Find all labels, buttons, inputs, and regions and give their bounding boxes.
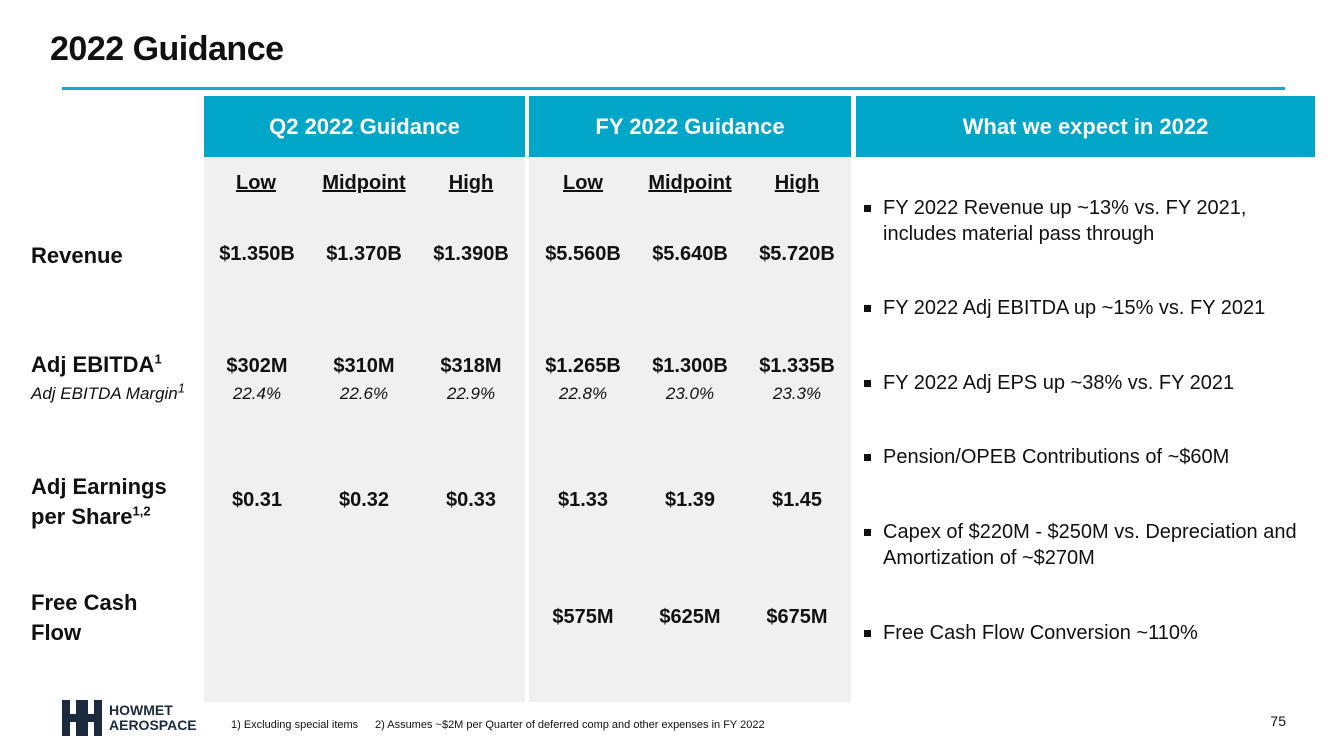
logo-wordmark: HOWMET AEROSPACE <box>109 702 197 733</box>
q2-eps-low: $0.31 <box>231 489 283 511</box>
fy-revenue-low: $5.560B <box>545 243 621 265</box>
fy-revenue-high: $5.720B <box>759 243 835 265</box>
page-number: 75 <box>1270 713 1286 729</box>
fy-fcf-mid: $625M <box>659 606 721 628</box>
bullet-icon <box>864 205 871 212</box>
q2-ebitda-mid: $310M <box>333 355 395 377</box>
q2-eps-mid: $0.32 <box>338 489 390 511</box>
q2-revenue-high: $1.390B <box>433 243 509 265</box>
howmet-logo-icon <box>62 700 102 736</box>
page-title: 2022 Guidance <box>50 30 284 68</box>
adj-ebitda-margin-label: Adj EBITDA Margin$^1$ <box>31 380 185 403</box>
expectation-item: FY 2022 Adj EPS up ~38% vs. FY 2021 <box>864 370 1304 396</box>
expectation-item: FY 2022 Revenue up ~13% vs. FY 2021, includes material pass through <box>864 195 1304 247</box>
q2-revenue-low: $1.350B <box>219 243 295 265</box>
q2-low-header: Low <box>236 172 276 194</box>
fy-high-header: High <box>774 172 820 194</box>
expectation-item: Free Cash Flow Conversion ~110% <box>864 620 1304 646</box>
bullet-icon <box>864 454 871 461</box>
expectation-item: Capex of $220M - $250M vs. Depreciation and Amortization of ~$270M <box>864 519 1304 571</box>
fy-margin-mid: 23.0% <box>665 384 715 403</box>
q2-revenue-mid: $1.370B <box>326 243 402 265</box>
revenue-label: Revenue <box>31 243 123 268</box>
q2-ebitda-low: $302M <box>226 355 288 377</box>
footnote-2: 2) Assumes ~$2M per Quarter of deferred comp and other expenses in FY 2022 <box>375 719 765 731</box>
expectation-item: FY 2022 Adj EBITDA up ~15% vs. FY 2021 <box>864 295 1304 321</box>
fy-fcf-low: $575M <box>552 606 614 628</box>
fy-ebitda-mid: $1.300B <box>652 355 728 377</box>
q2-margin-mid: 22.6% <box>339 384 389 403</box>
adj-ebitda-label: Adj EBITDA$^1$ <box>31 351 162 377</box>
fy-eps-low: $1.33 <box>557 489 609 511</box>
fy-ebitda-low: $1.265B <box>545 355 621 377</box>
bullet-icon <box>864 305 871 312</box>
q2-eps-high: $0.33 <box>445 489 497 511</box>
fy-eps-high: $1.45 <box>771 489 823 511</box>
title-rule <box>62 87 1285 90</box>
q2-margin-high: 22.9% <box>446 384 496 403</box>
bullet-icon <box>864 630 871 637</box>
fy-ebitda-high: $1.335B <box>759 355 835 377</box>
fy-margin-high: 23.3% <box>772 384 822 403</box>
fy-fcf-high: $675M <box>766 606 828 628</box>
expect-header: What we expect in 2022 <box>856 96 1315 157</box>
q2-guidance-header: Q2 2022 Guidance <box>204 96 525 157</box>
fy-low-header: Low <box>563 172 603 194</box>
q2-high-header: High <box>448 172 494 194</box>
q2-midpoint-header: Midpoint <box>322 172 406 194</box>
footnote-1: 1) Excluding special items <box>231 719 359 731</box>
expectation-item: Pension/OPEB Contributions of ~$60M <box>864 444 1304 470</box>
fy-guidance-header: FY 2022 Guidance <box>529 96 851 157</box>
adj-eps-label: Adj Earnings per Share$^{1,2}$ <box>31 474 167 529</box>
fy-revenue-mid: $5.640B <box>652 243 728 265</box>
q2-ebitda-high: $318M <box>440 355 502 377</box>
howmet-logo <box>62 700 197 736</box>
fy-eps-mid: $1.39 <box>664 489 716 511</box>
fy-margin-low: 22.8% <box>558 384 608 403</box>
fy-midpoint-header: Midpoint <box>648 172 732 194</box>
bullet-icon <box>864 380 871 387</box>
fcf-label: Free Cash Flow <box>31 590 138 645</box>
q2-margin-low: 22.4% <box>232 384 282 403</box>
bullet-icon <box>864 529 871 536</box>
